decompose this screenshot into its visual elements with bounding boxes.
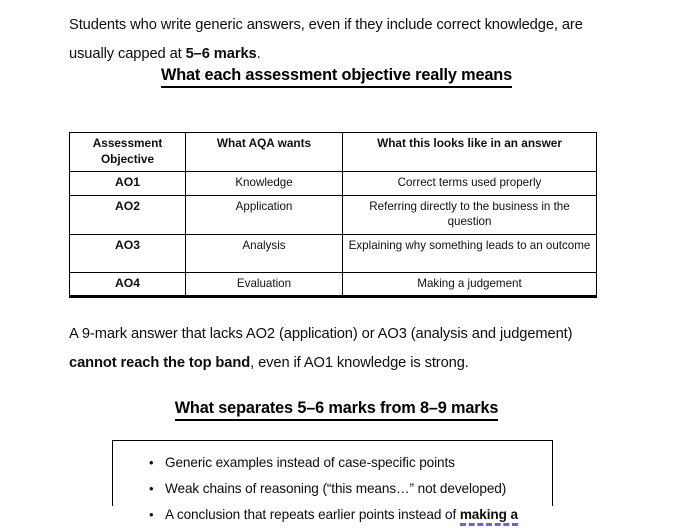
cell-objective-ao2: AO2 xyxy=(70,195,186,234)
table-header-looks-like: What this looks like in an answer xyxy=(343,133,597,172)
bullet-box xyxy=(112,440,553,522)
ao-warning-suffix: , even if AO1 knowledge is strong. xyxy=(250,354,469,371)
heading-assessment-objectives xyxy=(0,66,673,85)
intro-paragraph-bold-marks: 5–6 marks xyxy=(185,45,257,62)
cell-aqa-wants-ao1: Knowledge xyxy=(186,172,343,196)
cell-objective-ao4: AO4 xyxy=(70,272,186,297)
list-item-text: Weak chains of reasoning (“this means…” not developed) xyxy=(165,481,507,496)
list-item xyxy=(113,450,552,476)
table-header-row xyxy=(70,133,597,172)
heading-assessment-objectives-text: What each assessment objective really means xyxy=(161,66,512,88)
cell-objective-ao3: AO3 xyxy=(70,234,186,272)
squiggle-underlined-text: making a xyxy=(460,507,518,526)
list-item-text: A conclusion that repeats earlier points instead of xyxy=(165,507,460,522)
bullet-dot-icon: • xyxy=(149,507,154,522)
list-item-text: Generic examples instead of case-specific points xyxy=(165,455,455,470)
intro-paragraph-suffix: . xyxy=(256,45,261,62)
table-row xyxy=(70,172,597,196)
cell-looks-like-ao2: Referring directly to the business in the question xyxy=(343,195,597,234)
cell-objective-ao1: AO1 xyxy=(70,172,186,196)
intro-paragraph-prefix: Students who write generic answers, even if they include correct knowledge, are usually capped at xyxy=(69,16,583,62)
intro-paragraph xyxy=(69,11,598,69)
list-item xyxy=(113,476,552,502)
ao-warning-prefix: A 9-mark answer that lacks AO2 (application) or AO3 (analysis and judgement) xyxy=(69,325,573,342)
heading-mark-separation xyxy=(0,399,673,418)
cell-aqa-wants-ao4: Evaluation xyxy=(186,272,343,297)
cell-looks-like-ao1: Correct terms used properly xyxy=(343,172,597,196)
heading-mark-separation-text: What separates 5–6 marks from 8–9 marks xyxy=(175,399,499,421)
cell-aqa-wants-ao2: Application xyxy=(186,195,343,234)
table-row xyxy=(70,195,597,234)
assessment-objectives-table xyxy=(69,132,597,298)
table-row xyxy=(70,234,597,272)
cell-looks-like-ao3: Explaining why something leads to an outcome xyxy=(343,234,597,272)
cell-aqa-wants-ao3: Analysis xyxy=(186,234,343,272)
bullet-list xyxy=(113,441,552,528)
table-row xyxy=(70,272,597,297)
table-header-objective: Assessment Objective xyxy=(70,133,186,172)
cell-looks-like-ao4: Making a judgement xyxy=(343,272,597,297)
bullet-dot-icon: • xyxy=(149,481,154,496)
bullet-dot-icon: • xyxy=(149,455,154,470)
ao-warning-paragraph xyxy=(69,320,598,378)
ao-warning-bold-top-band: cannot reach the top band xyxy=(69,354,251,371)
table-header-aqa-wants: What AQA wants xyxy=(186,133,343,172)
list-item xyxy=(113,502,552,528)
